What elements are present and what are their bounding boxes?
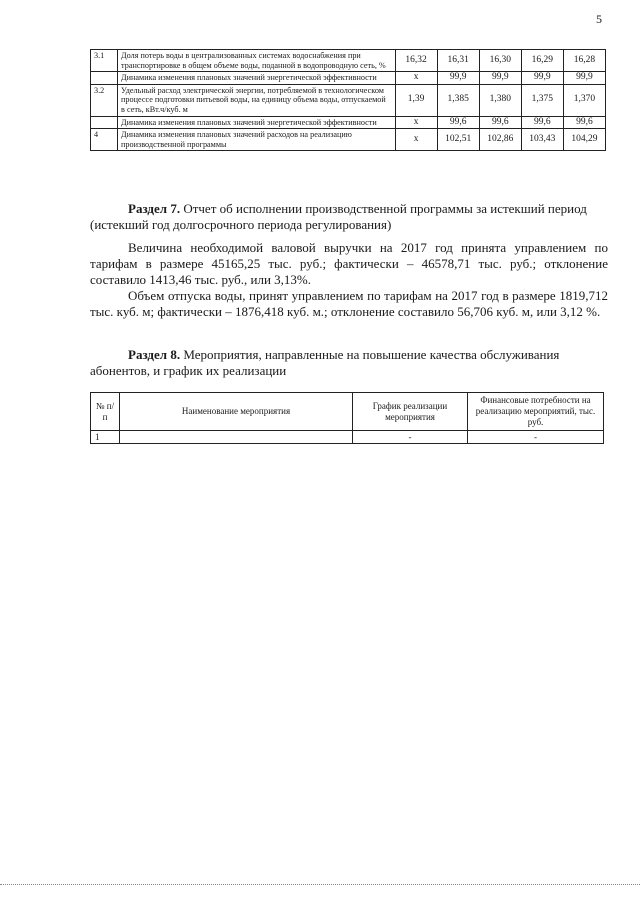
row-description: Доля потерь воды в централизованных системах водоснабжения при транспортировке в общем объеме воды, поданной в водопроводную сеть, % — [118, 50, 396, 72]
row-value-3: 102,86 — [479, 129, 521, 151]
row-value-5: 99,9 — [563, 72, 605, 85]
page-number: 5 — [596, 12, 602, 26]
row-value-1: х — [395, 116, 437, 129]
row-value-4: 16,29 — [521, 50, 563, 72]
row-value-3: 99,6 — [479, 116, 521, 129]
row-index — [91, 72, 118, 85]
section-7-title-text: Отчет об исполнении производственной программы за истекший период (истекший год долгосрочного периода регулирования) — [90, 201, 587, 232]
row-value-4: 99,6 — [521, 116, 563, 129]
section-7-title — [90, 201, 608, 232]
row-value-2: 1,385 — [437, 84, 479, 116]
row-value-1: 16,32 — [395, 50, 437, 72]
row-value-4: 1,375 — [521, 84, 563, 116]
section-8-label: Раздел 8. — [128, 347, 181, 362]
section-7-volume-paragraph — [90, 288, 608, 320]
row-value-3: 16,30 — [479, 50, 521, 72]
footer-divider — [0, 884, 640, 885]
indicators-table — [90, 49, 606, 151]
row-measure-name — [120, 431, 353, 444]
row-value-5: 99,6 — [563, 116, 605, 129]
row-description: Динамика изменения плановых значений энергетической эффективности — [118, 116, 396, 129]
header-measure-name: Наименование мероприятия — [120, 393, 353, 431]
indicator-row — [91, 84, 606, 116]
measures-row — [91, 431, 604, 444]
row-value-1: х — [395, 129, 437, 151]
indicator-row — [91, 116, 606, 129]
row-value-5: 1,370 — [563, 84, 605, 116]
row-index: 3.1 — [91, 50, 118, 72]
header-finance: Финансовые потребности на реализацию мероприятий, тыс. руб. — [468, 393, 604, 431]
indicator-row — [91, 72, 606, 85]
header-number: № п/п — [91, 393, 120, 431]
row-description: Динамика изменения плановых значений расходов на реализацию производственной программы — [118, 129, 396, 151]
row-value-2: 16,31 — [437, 50, 479, 72]
row-value-5: 104,29 — [563, 129, 605, 151]
row-value-3: 99,9 — [479, 72, 521, 85]
row-schedule: - — [353, 431, 468, 444]
row-value-4: 99,9 — [521, 72, 563, 85]
row-finance: - — [468, 431, 604, 444]
row-number: 1 — [91, 431, 120, 444]
measures-header-row — [91, 393, 604, 431]
section-7-revenue-paragraph — [90, 240, 608, 288]
volume-text: Объем отпуска воды, принят управлением по тарифам на 2017 год в размере 1819,712 тыс. куб. м; фактически – 1876,418 куб. м.; отклонение составило 56,706 куб. м, или 3,12 %. — [90, 288, 608, 319]
row-index — [91, 116, 118, 129]
row-value-2: 102,51 — [437, 129, 479, 151]
row-description: Динамика изменения плановых значений энергетической эффективности — [118, 72, 396, 85]
row-value-1: 1,39 — [395, 84, 437, 116]
indicator-row — [91, 129, 606, 151]
indicator-row — [91, 50, 606, 72]
row-value-2: 99,6 — [437, 116, 479, 129]
row-value-2: 99,9 — [437, 72, 479, 85]
header-schedule: График реализации мероприятия — [353, 393, 468, 431]
row-value-4: 103,43 — [521, 129, 563, 151]
row-index: 4 — [91, 129, 118, 151]
measures-table — [90, 392, 604, 444]
section-8-title-text: Мероприятия, направленные на повышение качества обслуживания абонентов, и график их реализации — [90, 347, 560, 378]
row-value-5: 16,28 — [563, 50, 605, 72]
row-index: 3.2 — [91, 84, 118, 116]
section-8-title — [90, 347, 608, 378]
row-value-3: 1,380 — [479, 84, 521, 116]
row-value-1: х — [395, 72, 437, 85]
row-description: Удельный расход электрической энергии, потребляемой в технологическом процессе подготовки питьевой воды, на единицу объема воды, отпускаемой в сеть, кВт.ч/куб. м — [118, 84, 396, 116]
section-7-label: Раздел 7. — [128, 201, 181, 216]
revenue-text: Величина необходимой валовой выручки на 2017 год принята управлением по тарифам в размере 45165,25 тыс. руб.; фактически – 46578,71 тыс. руб.; отклонение составило 1413,46 тыс. руб., или 3,13%. — [90, 240, 608, 287]
